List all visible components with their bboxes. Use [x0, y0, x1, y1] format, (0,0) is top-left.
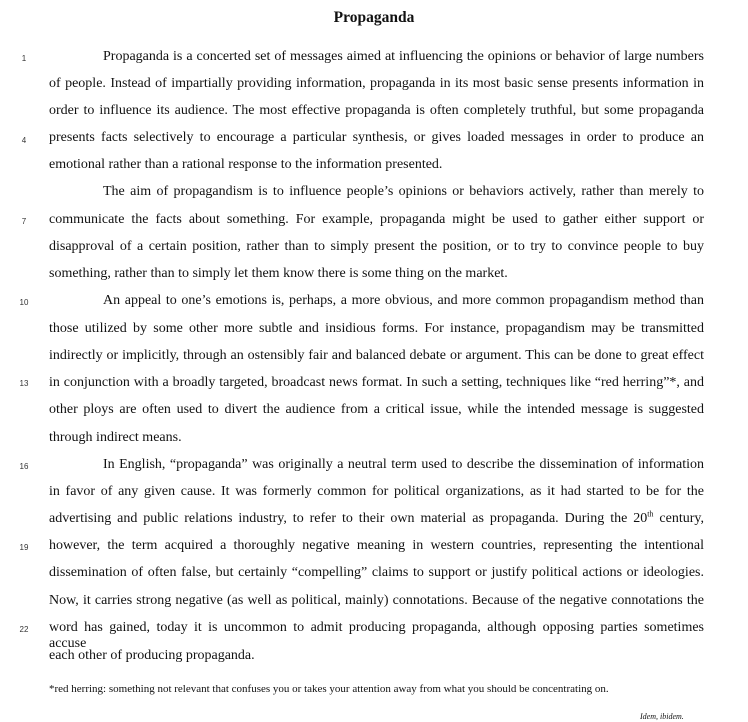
- text-line-tail: century,: [653, 511, 704, 526]
- text-line: something, rather than to simply let them know there is some thing on the market.: [49, 266, 508, 281]
- footnote: *red herring: something not relevant that confuses you or takes your attention away from what you should be concentrating on.: [49, 683, 609, 695]
- line-number: 4: [21, 136, 27, 145]
- text-line: Propaganda is a concerted set of messages aimed at influencing the opinions or behavior of large numbers: [103, 49, 704, 64]
- text-line: order to influence its audience. The most effective propaganda is often completely truthful, but some propaganda: [49, 103, 704, 118]
- text-line: in favor of any given cause. It was formerly common for political organizations, as it had started to be for the: [49, 484, 704, 499]
- text-line: In English, “propaganda” was originally a neutral term used to describe the dissemination of information: [103, 457, 704, 472]
- line-number: 10: [19, 298, 29, 307]
- line-number: 19: [19, 543, 29, 552]
- text-line: indirectly or implicitly, through an ostensibly fair and balanced debate or argument. This can be done to great effect: [49, 348, 704, 363]
- text-line: Now, it carries strong negative (as well as political, mainly) connotations. Because of the negative connotations the: [49, 593, 704, 608]
- text-line: emotional rather than a rational response to the information presented.: [49, 157, 443, 172]
- line-number: 7: [21, 217, 27, 226]
- text-line: communicate the facts about something. For example, propaganda might be used to gather either support or: [49, 212, 704, 227]
- text-line: each other of producing propaganda.: [49, 648, 255, 663]
- text-line: through indirect means.: [49, 430, 182, 445]
- text-line: An appeal to one’s emotions is, perhaps, a more obvious, and more common propagandism method than: [103, 293, 704, 308]
- line-number: 16: [19, 462, 29, 471]
- text-line: however, the term acquired a thoroughly negative meaning in western countries, representing the intentional: [49, 538, 704, 553]
- text-line: disapproval of a certain position, rather than to simply present the position, or to try to convince people to buy: [49, 239, 704, 254]
- text-line: word has gained, today it is uncommon to admit producing propaganda, although opposing parties sometimes accuse: [49, 620, 704, 651]
- text-line: other ploys are often used to divert the audience from a critical issue, while the intended message is suggested: [49, 402, 704, 417]
- text-line: advertising and public relations industry, to refer to their own material as propaganda. During the 20th century,: [49, 509, 704, 526]
- text-line: dissemination of often false, but certainly “compelling” claims to support or justify political actions or ideologies.: [49, 565, 704, 580]
- line-number: 1: [21, 54, 27, 63]
- text-line: of people. Instead of impartially providing information, propaganda in its most basic sense presents information in: [49, 76, 704, 91]
- page-title: Propaganda: [333, 9, 415, 26]
- line-number: 13: [19, 379, 29, 388]
- text-line: The aim of propagandism is to influence people’s opinions or behaviors actively, rather than merely to: [103, 184, 704, 199]
- ordinal-superscript: th: [647, 509, 654, 519]
- text-line: those utilized by some other more subtle and insidious forms. For instance, propagandism may be transmitted: [49, 321, 704, 336]
- line-number: 22: [19, 625, 29, 634]
- text-line: presents facts selectively to encourage a particular synthesis, or gives loaded messages in order to produce an: [49, 130, 704, 145]
- text-line: in conjunction with a broadly targeted, broadcast news format. In such a setting, techniques like “red herring”*, and: [49, 375, 704, 390]
- source-citation: Idem, ibidem.: [640, 712, 684, 721]
